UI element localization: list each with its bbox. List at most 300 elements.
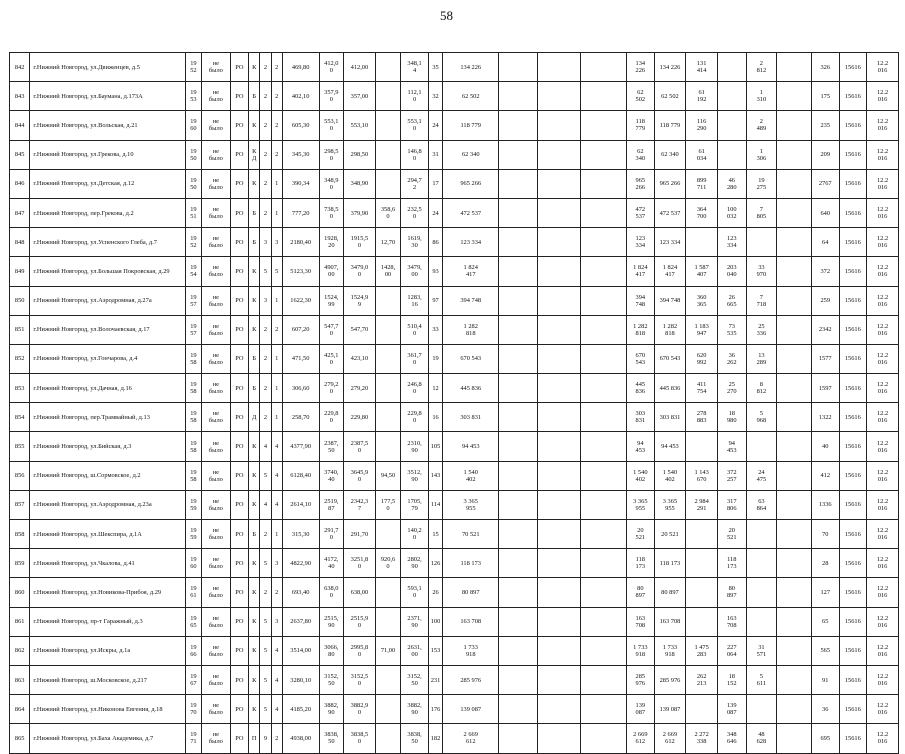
table-cell-cost_c: 278 883: [686, 403, 718, 432]
table-cell-address: г.Нижний Новгород, ул.Детская, д.12: [30, 169, 185, 198]
table-cell-type: К: [249, 111, 260, 140]
table-cell-entrances: 2: [271, 315, 282, 344]
table-cell-residents: 231: [428, 665, 442, 694]
table-cell-e3: [581, 374, 627, 403]
table-cell-cost_a: 670 543: [627, 344, 655, 373]
table-cell-note: не было: [202, 53, 231, 82]
table-cell-note: не было: [202, 520, 231, 549]
table-cell-area_d: 294,7 2: [401, 169, 429, 198]
table-cell-address: г.Нижний Новгород, ул.Баумана, д.173А: [30, 82, 185, 111]
table-cell-cost_d: [717, 111, 746, 140]
table-cell-e6: 36: [811, 695, 839, 724]
table-cell-type: К: [249, 257, 260, 286]
table-cell-cost_b: 139 087: [654, 695, 686, 724]
table-cell-reg: РО: [230, 695, 248, 724]
table-cell-cost_b: 80 897: [654, 578, 686, 607]
table-cell-reg: РО: [230, 490, 248, 519]
table-cell-address: г.Нижний Новгород, ул.Искры, д.1а: [30, 636, 185, 665]
table-cell-cost_c: 2 984 291: [686, 490, 718, 519]
table-cell-years_term: 12.2 016: [867, 549, 899, 578]
table-cell-cost_a: 3 365 955: [627, 490, 655, 519]
table-cell-note: не было: [202, 578, 231, 607]
table-cell-year: 19 53: [185, 82, 201, 111]
table-cell-floors: 5: [260, 665, 271, 694]
table-cell-cost_total: 80 897: [443, 578, 499, 607]
table-cell-area_c: 71,00: [375, 636, 401, 665]
table-cell-e7: 15616: [839, 111, 867, 140]
table-cell-reg: РО: [230, 578, 248, 607]
table-row: [10, 695, 899, 724]
table-cell-e2: [538, 665, 581, 694]
table-cell-cost_a: 20 521: [627, 520, 655, 549]
table-cell-e3: [581, 578, 627, 607]
table-cell-years_term: 12.2 016: [867, 607, 899, 636]
table-cell-cost_c: 131 414: [686, 53, 718, 82]
table-cell-e1: [499, 198, 538, 227]
table-cell-area_a: 4172, 40: [319, 549, 344, 578]
table-cell-e6: 127: [811, 578, 839, 607]
table-cell-e4: [746, 432, 777, 461]
table-cell-area_d: 232,5 0: [401, 198, 429, 227]
table-cell-entrances: 3: [271, 607, 282, 636]
table-cell-address: г.Нижний Новгород, ул.Вольская, д.21: [30, 111, 185, 140]
table-cell-area_b: 3645,9 0: [344, 461, 376, 490]
table-cell-e6: 209: [811, 140, 839, 169]
table-cell-year: 19 58: [185, 344, 201, 373]
table-cell-cost_c: 364 700: [686, 198, 718, 227]
table-cell-cost_d: [717, 53, 746, 82]
table-cell-area_d: 146,8 0: [401, 140, 429, 169]
table-cell-area_c: [375, 695, 401, 724]
table-cell-e3: [581, 520, 627, 549]
table-row: [10, 315, 899, 344]
table-cell-e1: [499, 82, 538, 111]
table-cell-cost_d: 123 334: [717, 228, 746, 257]
table-cell-e7: 15616: [839, 520, 867, 549]
table-cell-entrances: 1: [271, 169, 282, 198]
table-cell-entrances: 2: [271, 578, 282, 607]
table-cell-e2: [538, 315, 581, 344]
table-cell-residents: 33: [428, 315, 442, 344]
table-cell-area: 3280,10: [282, 665, 319, 694]
table-cell-area_c: [375, 286, 401, 315]
table-cell-cost_c: [686, 228, 718, 257]
table-cell-cost_total: 445 836: [443, 374, 499, 403]
table-cell-cost_a: 118 779: [627, 111, 655, 140]
table-cell-e6: 565: [811, 636, 839, 665]
table-cell-e2: [538, 432, 581, 461]
table-cell-floors: 2: [260, 315, 271, 344]
table-cell-area_b: 638,00: [344, 578, 376, 607]
table-cell-area_d: 348,1 4: [401, 53, 429, 82]
table-cell-e5: [777, 111, 812, 140]
table-cell-cost_b: 134 226: [654, 53, 686, 82]
table-cell-area_c: [375, 432, 401, 461]
table-cell-floors: 5: [260, 549, 271, 578]
table-cell-e1: [499, 53, 538, 82]
table-cell-area_c: 920,6 0: [375, 549, 401, 578]
table-cell-residents: 16: [428, 403, 442, 432]
table-cell-e4: [746, 607, 777, 636]
table-cell-cost_d: 25 270: [717, 374, 746, 403]
table-cell-area_a: 3152, 50: [319, 665, 344, 694]
table-cell-floors: 2: [260, 53, 271, 82]
table-cell-e7: 15616: [839, 82, 867, 111]
table-cell-reg: РО: [230, 461, 248, 490]
table-cell-area_c: 12,70: [375, 228, 401, 257]
table-cell-reg: РО: [230, 665, 248, 694]
table-cell-year: 19 70: [185, 695, 201, 724]
table-cell-floors: 2: [260, 374, 271, 403]
table-cell-residents: 24: [428, 111, 442, 140]
table-cell-years_term: 12.2 016: [867, 198, 899, 227]
table-cell-cost_total: 3 365 955: [443, 490, 499, 519]
table-cell-cost_total: 303 831: [443, 403, 499, 432]
table-cell-e5: [777, 490, 812, 519]
table-cell-e2: [538, 82, 581, 111]
table-cell-e7: 15616: [839, 665, 867, 694]
table-cell-year: 19 51: [185, 198, 201, 227]
table-cell-area_c: 177,5 0: [375, 490, 401, 519]
table-cell-cost_b: 94 453: [654, 432, 686, 461]
table-cell-cost_d: 94 453: [717, 432, 746, 461]
table-cell-e5: [777, 520, 812, 549]
table-cell-address: г.Нижний Новгород, ул.Баха Академика, д.7: [30, 724, 185, 753]
table-cell-e2: [538, 549, 581, 578]
table-cell-cost_d: 18 980: [717, 403, 746, 432]
table-cell-floors: 4: [260, 490, 271, 519]
table-cell-cost_b: 62 502: [654, 82, 686, 111]
table-cell-cost_d: 372 257: [717, 461, 746, 490]
table-cell-area_b: 553,10: [344, 111, 376, 140]
table-cell-cost_total: 118 779: [443, 111, 499, 140]
table-cell-e5: [777, 286, 812, 315]
table-cell-area: 2180,40: [282, 228, 319, 257]
table-cell-cost_b: 394 748: [654, 286, 686, 315]
table-cell-year: 19 66: [185, 636, 201, 665]
table-cell-note: не было: [202, 111, 231, 140]
table-cell-years_term: 12.2 016: [867, 315, 899, 344]
table-cell-area_a: 3882, 90: [319, 695, 344, 724]
table-cell-cost_b: 1 282 818: [654, 315, 686, 344]
table-cell-cost_total: 118 173: [443, 549, 499, 578]
table-cell-type: К: [249, 636, 260, 665]
table-cell-e6: 175: [811, 82, 839, 111]
table-cell-cost_a: 445 836: [627, 374, 655, 403]
table-cell-year: 19 59: [185, 490, 201, 519]
table-cell-cost_d: 227 064: [717, 636, 746, 665]
table-cell-year: 19 61: [185, 578, 201, 607]
table-cell-cost_b: 118 779: [654, 111, 686, 140]
table-cell-entrances: 2: [271, 111, 282, 140]
table-cell-year: 19 50: [185, 169, 201, 198]
table-cell-e3: [581, 198, 627, 227]
table-row: [10, 198, 899, 227]
table-cell-e4: 2 812: [746, 53, 777, 82]
table-cell-year: 19 58: [185, 374, 201, 403]
table-cell-area_d: 593,1 0: [401, 578, 429, 607]
table-cell-area_c: [375, 344, 401, 373]
table-cell-cost_total: 1 824 417: [443, 257, 499, 286]
table-cell-years_term: 12.2 016: [867, 53, 899, 82]
table-cell-reg: РО: [230, 257, 248, 286]
table-cell-area_b: 229,80: [344, 403, 376, 432]
table-cell-area_b: 291,70: [344, 520, 376, 549]
table-cell-no: 860: [10, 578, 30, 607]
table-cell-cost_total: 1 733 918: [443, 636, 499, 665]
table-cell-area_a: 638,0 0: [319, 578, 344, 607]
table-cell-area: 693,40: [282, 578, 319, 607]
table-cell-e2: [538, 520, 581, 549]
table-cell-e7: 15616: [839, 169, 867, 198]
table-cell-years_term: 12.2 016: [867, 228, 899, 257]
table-cell-floors: 2: [260, 111, 271, 140]
table-cell-residents: 182: [428, 724, 442, 753]
table-cell-area: 345,30: [282, 140, 319, 169]
table-cell-e7: 15616: [839, 724, 867, 753]
table-cell-entrances: 1: [271, 403, 282, 432]
table-cell-no: 858: [10, 520, 30, 549]
table-cell-e5: [777, 607, 812, 636]
table-cell-residents: 15: [428, 520, 442, 549]
table-cell-years_term: 12.2 016: [867, 257, 899, 286]
table-cell-note: не было: [202, 344, 231, 373]
table-cell-type: Б: [249, 344, 260, 373]
table-cell-e1: [499, 140, 538, 169]
table-cell-residents: 100: [428, 607, 442, 636]
table-cell-entrances: 4: [271, 432, 282, 461]
table-cell-reg: РО: [230, 549, 248, 578]
table-cell-no: 844: [10, 111, 30, 140]
table-cell-e3: [581, 490, 627, 519]
table-cell-area_b: 423,10: [344, 344, 376, 373]
table-cell-area_d: 2371, 90: [401, 607, 429, 636]
table-cell-area_a: 738,5 0: [319, 198, 344, 227]
table-cell-note: не было: [202, 490, 231, 519]
table-cell-e7: 15616: [839, 695, 867, 724]
table-cell-years_term: 12.2 016: [867, 432, 899, 461]
table-cell-years_term: 12.2 016: [867, 169, 899, 198]
table-cell-area_c: [375, 111, 401, 140]
table-row: [10, 403, 899, 432]
table-cell-area_c: 94,50: [375, 461, 401, 490]
table-cell-address: г.Нижний Новгород, ул.Гончарова, д.4: [30, 344, 185, 373]
table-row: [10, 549, 899, 578]
table-cell-e5: [777, 403, 812, 432]
table-cell-e3: [581, 140, 627, 169]
table-cell-floors: 2: [260, 198, 271, 227]
table-cell-no: 849: [10, 257, 30, 286]
table-cell-note: не было: [202, 82, 231, 111]
table-cell-type: К: [249, 695, 260, 724]
table-cell-address: г.Нижний Новгород, ул.Бийская, д.3: [30, 432, 185, 461]
table-cell-years_term: 12.2 016: [867, 82, 899, 111]
table-cell-floors: 5: [260, 695, 271, 724]
table-cell-note: не было: [202, 169, 231, 198]
table-cell-e3: [581, 607, 627, 636]
table-cell-year: 19 60: [185, 111, 201, 140]
table-cell-address: г.Нижний Новгород, ул.Аэродромная, д.23а: [30, 490, 185, 519]
table-cell-area_a: 412,0 0: [319, 53, 344, 82]
table-cell-e4: 1 310: [746, 82, 777, 111]
table-row: [10, 461, 899, 490]
table-cell-e4: 24 475: [746, 461, 777, 490]
table-cell-e2: [538, 228, 581, 257]
table-cell-e3: [581, 315, 627, 344]
table-cell-cost_b: 1 733 918: [654, 636, 686, 665]
table-cell-residents: 176: [428, 695, 442, 724]
table-cell-type: К: [249, 315, 260, 344]
table-cell-floors: 2: [260, 578, 271, 607]
table-cell-area_a: 279,2 0: [319, 374, 344, 403]
table-cell-area_b: 3479,0 0: [344, 257, 376, 286]
table-cell-area: 315,30: [282, 520, 319, 549]
table-cell-residents: 97: [428, 286, 442, 315]
table-cell-area_a: 3066, 80: [319, 636, 344, 665]
table-cell-cost_a: 965 266: [627, 169, 655, 198]
table-cell-no: 854: [10, 403, 30, 432]
table-cell-year: 19 71: [185, 724, 201, 753]
table-cell-cost_c: 360 365: [686, 286, 718, 315]
table-cell-e3: [581, 432, 627, 461]
table-cell-area: 777,20: [282, 198, 319, 227]
table-cell-cost_b: 1 540 402: [654, 461, 686, 490]
table-cell-e6: 235: [811, 111, 839, 140]
table-cell-address: г.Нижний Новгород, ул.Аэродромная, д.27а: [30, 286, 185, 315]
table-cell-cost_b: 1 824 417: [654, 257, 686, 286]
table-cell-cost_d: 163 708: [717, 607, 746, 636]
table-cell-area_b: 1524,9 9: [344, 286, 376, 315]
table-cell-area_c: [375, 140, 401, 169]
table-cell-type: П: [249, 724, 260, 753]
table-cell-cost_total: 394 748: [443, 286, 499, 315]
table-cell-no: 842: [10, 53, 30, 82]
table-cell-area_a: 1928, 20: [319, 228, 344, 257]
table-cell-floors: 4: [260, 432, 271, 461]
table-cell-cost_total: 123 334: [443, 228, 499, 257]
table-cell-cost_b: 118 173: [654, 549, 686, 578]
table-cell-e6: 259: [811, 286, 839, 315]
table-row: [10, 724, 899, 753]
table-cell-entrances: 3: [271, 549, 282, 578]
table-row: [10, 344, 899, 373]
table-cell-e2: [538, 724, 581, 753]
table-cell-no: 847: [10, 198, 30, 227]
table-cell-note: не было: [202, 549, 231, 578]
table-cell-area: 2637,80: [282, 607, 319, 636]
table-cell-residents: 17: [428, 169, 442, 198]
table-cell-area_b: 3882,9 0: [344, 695, 376, 724]
table-cell-area_d: 2310, 90: [401, 432, 429, 461]
table-cell-entrances: 1: [271, 344, 282, 373]
table-cell-e5: [777, 578, 812, 607]
table-cell-residents: 153: [428, 636, 442, 665]
table-cell-e6: 412: [811, 461, 839, 490]
table-cell-e1: [499, 549, 538, 578]
table-row: [10, 111, 899, 140]
table-cell-area: 402,10: [282, 82, 319, 111]
table-cell-area_c: [375, 374, 401, 403]
table-cell-e2: [538, 403, 581, 432]
table-cell-e5: [777, 461, 812, 490]
table-cell-area_a: 2519, 87: [319, 490, 344, 519]
table-cell-area_d: 2802, 90: [401, 549, 429, 578]
table-cell-e2: [538, 578, 581, 607]
table-cell-residents: 19: [428, 344, 442, 373]
table-cell-cost_d: [717, 140, 746, 169]
table-cell-residents: 105: [428, 432, 442, 461]
table-cell-type: Б: [249, 228, 260, 257]
table-cell-area_d: 3512, 90: [401, 461, 429, 490]
table-cell-year: 19 57: [185, 286, 201, 315]
table-cell-e5: [777, 198, 812, 227]
table-cell-e7: 15616: [839, 461, 867, 490]
table-cell-area_d: 3152, 50: [401, 665, 429, 694]
table-cell-year: 19 52: [185, 53, 201, 82]
table-cell-cost_c: 1 183 947: [686, 315, 718, 344]
table-cell-residents: 86: [428, 228, 442, 257]
table-cell-type: К: [249, 432, 260, 461]
table-cell-e6: 1597: [811, 374, 839, 403]
table-cell-note: не было: [202, 665, 231, 694]
table-cell-year: 19 57: [185, 315, 201, 344]
table-cell-e1: [499, 607, 538, 636]
table-cell-e5: [777, 432, 812, 461]
table-cell-area_d: 112,1 0: [401, 82, 429, 111]
table-cell-e2: [538, 169, 581, 198]
table-cell-e1: [499, 344, 538, 373]
table-cell-cost_c: 620 992: [686, 344, 718, 373]
table-cell-cost_d: 20 521: [717, 520, 746, 549]
table-cell-no: 852: [10, 344, 30, 373]
table-cell-cost_d: 36 262: [717, 344, 746, 373]
table-row: [10, 636, 899, 665]
table-cell-e1: [499, 461, 538, 490]
table-cell-area_b: 1915,5 0: [344, 228, 376, 257]
table-cell-years_term: 12.2 016: [867, 724, 899, 753]
table-cell-floors: 5: [260, 461, 271, 490]
table-cell-area_d: 1705, 79: [401, 490, 429, 519]
table-cell-reg: РО: [230, 169, 248, 198]
table-cell-type: К: [249, 665, 260, 694]
table-cell-entrances: 1: [271, 286, 282, 315]
table-cell-address: г.Нижний Новгород, ул.Никонова Евгения, д.18: [30, 695, 185, 724]
table-cell-cost_a: 118 173: [627, 549, 655, 578]
table-cell-area: 469,80: [282, 53, 319, 82]
table-cell-area_b: 379,90: [344, 198, 376, 227]
table-cell-year: 19 54: [185, 257, 201, 286]
table-cell-reg: РО: [230, 228, 248, 257]
table-cell-residents: 24: [428, 198, 442, 227]
table-cell-note: не было: [202, 403, 231, 432]
table-cell-e5: [777, 315, 812, 344]
table-cell-cost_total: 965 266: [443, 169, 499, 198]
table-cell-cost_d: 73 535: [717, 315, 746, 344]
table-cell-area_c: 1428, 00: [375, 257, 401, 286]
table-cell-year: 19 58: [185, 403, 201, 432]
table-cell-cost_a: 472 537: [627, 198, 655, 227]
table-cell-cost_c: [686, 695, 718, 724]
table-cell-no: 865: [10, 724, 30, 753]
table-cell-e5: [777, 636, 812, 665]
table-row: [10, 53, 899, 82]
table-cell-area_b: 298,50: [344, 140, 376, 169]
table-cell-cost_b: 20 521: [654, 520, 686, 549]
table-cell-area_a: 291,7 0: [319, 520, 344, 549]
table-cell-entrances: 4: [271, 490, 282, 519]
table-cell-floors: 2: [260, 344, 271, 373]
table-cell-note: не было: [202, 315, 231, 344]
